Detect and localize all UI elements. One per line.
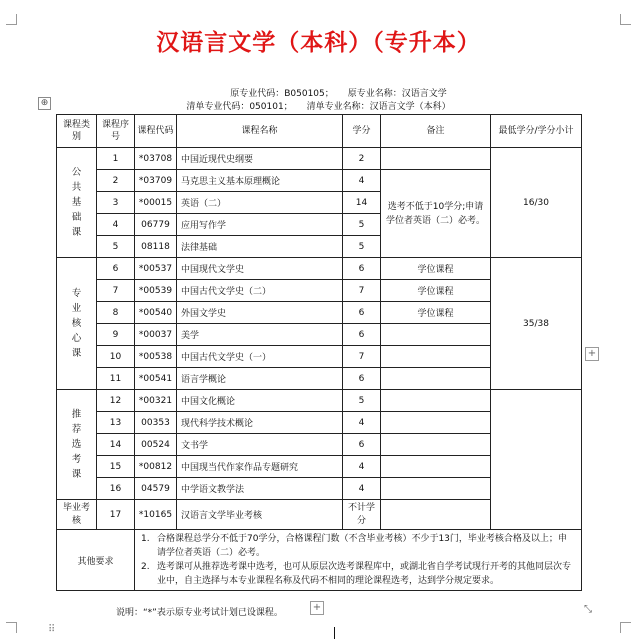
credit-cell: 7 <box>343 346 381 368</box>
category-char: 础 <box>71 212 82 223</box>
name-cell: 中国近现代史纲要 <box>177 148 343 170</box>
note-cell <box>381 500 491 530</box>
credit-cell: 4 <box>343 412 381 434</box>
seq-cell: 13 <box>97 412 135 434</box>
category-char: 课 <box>71 348 82 359</box>
name-cell: 法律基础 <box>177 236 343 258</box>
name-cell: 中国古代文学史（二） <box>177 280 343 302</box>
note-cell <box>381 412 491 434</box>
page-corner-bottom-left <box>6 622 17 633</box>
credit-cell: 5 <box>343 236 381 258</box>
name-cell: 外国文学史 <box>177 302 343 324</box>
name-cell: 文书学 <box>177 434 343 456</box>
note-cell: 学位课程 <box>381 280 491 302</box>
header-code: 课程代码 <box>135 115 177 148</box>
name-cell: 中学语文教学法 <box>177 478 343 500</box>
category-char: 业 <box>71 303 82 314</box>
code-cell: *00538 <box>135 346 177 368</box>
code-cell: 00524 <box>135 434 177 456</box>
requirement-item <box>141 560 575 588</box>
table-header-row <box>57 115 582 148</box>
page-corner-bottom-right <box>620 622 631 633</box>
requirement-item <box>141 532 575 560</box>
min-credit-cell <box>491 390 582 530</box>
document-title: 汉语言文学（本科）（专升本） <box>156 29 481 56</box>
code-cell: *03708 <box>135 148 177 170</box>
code-cell: *00037 <box>135 324 177 346</box>
other-requirements-label: 其他要求 <box>57 530 135 591</box>
credit-cell: 5 <box>343 214 381 236</box>
footnote: 说明：“*”表示原专业考试计划已设课程。 <box>116 608 283 618</box>
name-cell: 美学 <box>177 324 343 346</box>
category-char: 基 <box>71 197 82 208</box>
min-credit-cell: 16/30 <box>491 148 582 258</box>
seq-cell: 10 <box>97 346 135 368</box>
code-cell: *00812 <box>135 456 177 478</box>
header-category: 课程类别 <box>57 115 97 148</box>
header-credit: 学分 <box>343 115 381 148</box>
original-major-name: 原专业名称：汉语言文学 <box>347 89 447 99</box>
note-cell <box>381 456 491 478</box>
credit-cell: 4 <box>343 456 381 478</box>
requirement-text: 合格课程总学分不低于70学分，合格课程门数（不含毕业考核）不少于13门，毕业考核合格及以上；申请学位者英语（二）必考。 <box>157 534 567 558</box>
category-cell <box>57 390 97 500</box>
credit-cell: 不计学分 <box>343 500 381 530</box>
seq-cell: 8 <box>97 302 135 324</box>
note-cell <box>381 368 491 390</box>
header-seq: 课程序号 <box>97 115 135 148</box>
code-cell: *03709 <box>135 170 177 192</box>
seq-cell: 5 <box>97 236 135 258</box>
seq-cell: 17 <box>97 500 135 530</box>
code-cell: 08118 <box>135 236 177 258</box>
header-min-credit: 最低学分/学分小计 <box>491 115 582 148</box>
credit-cell: 6 <box>343 324 381 346</box>
category-char: 核 <box>71 318 82 329</box>
list-major-code: 清单专业代码：050101； <box>186 102 293 112</box>
category-cell <box>57 258 97 390</box>
name-cell: 汉语言文学毕业考核 <box>177 500 343 530</box>
other-requirements-row <box>57 530 582 591</box>
category-char: 公 <box>71 167 82 178</box>
credit-cell: 6 <box>343 434 381 456</box>
add-row-plus-icon[interactable]: + <box>310 601 324 615</box>
min-credit-cell: 35/38 <box>491 258 582 390</box>
code-cell: *00015 <box>135 192 177 214</box>
note-cell <box>381 478 491 500</box>
name-cell: 中国文化概论 <box>177 390 343 412</box>
seq-cell: 1 <box>97 148 135 170</box>
credit-cell: 5 <box>343 390 381 412</box>
add-column-plus-icon[interactable]: + <box>585 347 599 361</box>
requirement-text: 选考课可从推荐选考课中选考，也可从原层次选考课程库中，或湖北省自学考试现行开考的其他同层次专业中，自主选择与本专业课程名称及代码不相同的理论课程选考，达到学分规定要求。 <box>157 562 572 586</box>
seq-cell: 2 <box>97 170 135 192</box>
header-note: 备注 <box>381 115 491 148</box>
table-row <box>57 390 582 412</box>
credit-cell: 6 <box>343 302 381 324</box>
name-cell: 现代科学技术概论 <box>177 412 343 434</box>
name-cell: 应用写作学 <box>177 214 343 236</box>
name-cell: 中国现代文学史 <box>177 258 343 280</box>
code-cell: *00537 <box>135 258 177 280</box>
list-major-name: 清单专业名称：汉语言文学（本科） <box>306 102 451 112</box>
category-char: 课 <box>71 469 82 480</box>
credit-cell: 6 <box>343 368 381 390</box>
note-cell <box>381 148 491 170</box>
category-char: 推 <box>71 409 82 420</box>
code-cell: 00353 <box>135 412 177 434</box>
seq-cell: 9 <box>97 324 135 346</box>
code-cell: *00541 <box>135 368 177 390</box>
table-move-handle-icon[interactable]: ⊕ <box>38 97 51 110</box>
seq-cell: 4 <box>97 214 135 236</box>
table-row <box>57 148 582 170</box>
name-cell: 中国古代文学史（一） <box>177 346 343 368</box>
paragraph-drag-dots-icon[interactable]: ⠿ <box>48 624 55 635</box>
original-major-code: 原专业代码：B050105； <box>230 89 334 99</box>
category-char: 荐 <box>71 424 82 435</box>
credit-cell: 2 <box>343 148 381 170</box>
seq-cell: 16 <box>97 478 135 500</box>
credit-cell: 4 <box>343 478 381 500</box>
original-major-info <box>0 86 637 99</box>
credit-cell: 4 <box>343 170 381 192</box>
other-requirements-text <box>135 530 582 591</box>
course-table <box>56 114 582 591</box>
code-cell: *00539 <box>135 280 177 302</box>
note-cell <box>381 324 491 346</box>
text-cursor <box>334 627 335 639</box>
seq-cell: 14 <box>97 434 135 456</box>
requirement-number: 2. <box>141 562 150 572</box>
code-cell: *00321 <box>135 390 177 412</box>
table-resize-icon[interactable]: ⤡ <box>584 604 592 615</box>
credit-cell: 14 <box>343 192 381 214</box>
category-char: 心 <box>71 333 82 344</box>
header-name: 课程名称 <box>177 115 343 148</box>
seq-cell: 6 <box>97 258 135 280</box>
requirement-number: 1. <box>141 534 150 544</box>
category-char: 课 <box>71 227 82 238</box>
name-cell: 语言学概论 <box>177 368 343 390</box>
category-char: 考 <box>71 454 82 465</box>
category-char: 共 <box>71 182 82 193</box>
category-char: 专 <box>71 288 82 299</box>
code-cell: *10165 <box>135 500 177 530</box>
seq-cell: 15 <box>97 456 135 478</box>
note-cell: 选考不低于10学分;申请学位者英语（二）必考。 <box>381 170 491 258</box>
code-cell: 06779 <box>135 214 177 236</box>
list-major-info <box>0 99 637 112</box>
seq-cell: 12 <box>97 390 135 412</box>
code-cell: *00540 <box>135 302 177 324</box>
note-cell: 学位课程 <box>381 302 491 324</box>
seq-cell: 7 <box>97 280 135 302</box>
note-cell <box>381 434 491 456</box>
seq-cell: 3 <box>97 192 135 214</box>
category-char: 选 <box>71 439 82 450</box>
code-cell: 04579 <box>135 478 177 500</box>
name-cell: 马克思主义基本原理概论 <box>177 170 343 192</box>
name-cell: 英语（二） <box>177 192 343 214</box>
table-row <box>57 258 582 280</box>
category-cell: 毕业考核 <box>57 500 97 530</box>
seq-cell: 11 <box>97 368 135 390</box>
name-cell: 中国现当代作家作品专题研究 <box>177 456 343 478</box>
category-cell <box>57 148 97 258</box>
note-cell <box>381 390 491 412</box>
note-cell: 学位课程 <box>381 258 491 280</box>
note-cell <box>381 346 491 368</box>
credit-cell: 6 <box>343 258 381 280</box>
credit-cell: 7 <box>343 280 381 302</box>
